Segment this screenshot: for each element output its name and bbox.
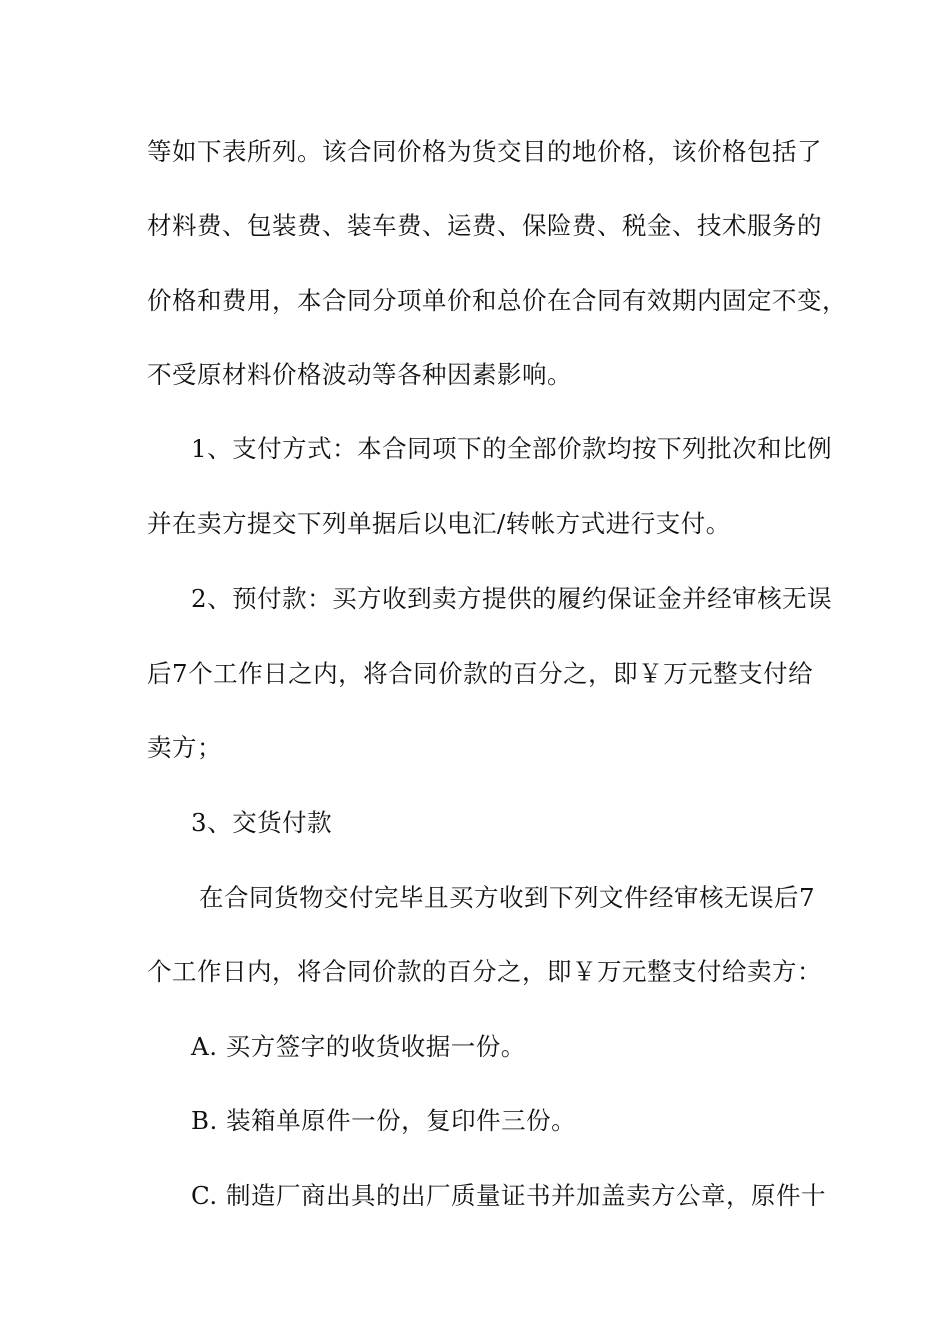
text-line: 不受原材料价格波动等各种因素影响。: [147, 360, 572, 389]
text-line: 2、预付款：买方收到卖方提供的履约保证金并经审核无误: [191, 584, 833, 613]
list-item: C. 制造厂商出具的出厂质量证书并加盖卖方公章，原件十: [191, 1181, 826, 1210]
text-line: 等如下表所列。该合同价格为货交目的地价格，该价格包括了: [147, 137, 822, 166]
text-line: 后7个工作日之内，将合同价款的百分之，即￥万元整支付给: [147, 659, 814, 688]
text-line: 价格和费用，本合同分项单价和总价在合同有效期内固定不变，: [147, 286, 847, 315]
text-line: 1、支付方式：本合同项下的全部价款均按下列批次和比例: [191, 434, 833, 463]
text-line: 在合同货物交付完毕且买方收到下列文件经审核无误后7: [199, 883, 816, 912]
text-line: 并在卖方提交下列单据后以电汇/转帐方式进行支付。: [147, 509, 731, 538]
text-line: 材料费、包装费、装车费、运费、保险费、税金、技术服务的: [147, 211, 822, 240]
list-item: B. 装箱单原件一份，复印件三份。: [191, 1106, 577, 1135]
list-item: A. 买方签字的收货收据一份。: [191, 1032, 526, 1061]
text-line: 个工作日内，将合同价款的百分之，即￥万元整支付给卖方：: [147, 957, 822, 986]
section-heading: 3、交货付款: [191, 808, 333, 837]
text-line: 卖方；: [147, 733, 222, 762]
